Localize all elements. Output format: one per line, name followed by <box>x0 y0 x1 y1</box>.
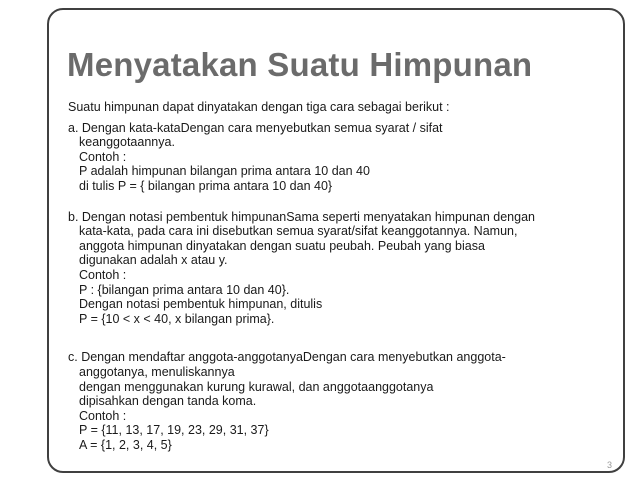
item-c-head: c. Dengan mendaftar anggota-anggotanyaDengan cara menyebutkan anggota- <box>68 350 506 365</box>
slide-title: Menyatakan Suatu Himpunan <box>67 46 533 83</box>
item-b-head: b. Dengan notasi pembentuk himpunanSama seperti menyatakan himpunan dengan <box>68 209 535 224</box>
item-c-line: P = {11, 13, 17, 19, 23, 29, 31, 37} <box>79 423 269 438</box>
item-a-line: P adalah himpunan bilangan prima antara 10 dan 40 <box>79 164 370 179</box>
item-c-line: dengan menggunakan kurung kurawal, dan anggotaanggotanya <box>79 379 434 394</box>
item-c-line: Contoh : <box>79 408 127 423</box>
item-a-line: Contoh : <box>79 149 127 164</box>
item-a <box>68 121 613 194</box>
item-c-line: A = {1, 2, 3, 4, 5} <box>79 437 172 452</box>
item-c-line: dipisahkan dengan tanda koma. <box>79 394 257 409</box>
item-c <box>68 350 613 452</box>
item-c-line: anggotanya, menuliskannya <box>79 364 235 379</box>
item-a-line: keanggotaannya. <box>79 135 175 150</box>
intro-text: Suatu himpunan dapat dinyatakan dengan tiga cara sebagai berikut : <box>68 100 450 114</box>
item-b-line: P : {bilangan prima antara 10 dan 40}. <box>79 282 290 297</box>
slide-number: 3 <box>606 460 612 470</box>
item-b-line: Contoh : <box>79 267 127 282</box>
spacer <box>68 326 613 350</box>
item-b-line: anggota himpunan dinyatakan dengan suatu peubah. Peubah yang biasa <box>79 238 485 253</box>
item-a-line: di tulis P = { bilangan prima antara 10 dan 40} <box>79 178 333 193</box>
item-b-line: kata-kata, pada cara ini disebutkan semua syarat/sifat keanggotannya. Namun, <box>79 224 518 239</box>
spacer <box>68 194 613 210</box>
item-b-line: digunakan adalah x atau y. <box>79 253 228 268</box>
item-b <box>68 210 613 327</box>
item-a-head: a. Dengan kata-kataDengan cara menyebutkan semua syarat / sifat <box>68 120 443 135</box>
item-b-line: Dengan notasi pembentuk himpunan, ditulis <box>79 297 323 312</box>
slide-body <box>68 100 613 452</box>
item-b-line: P = {10 < x < 40, x bilangan prima}. <box>79 311 275 326</box>
